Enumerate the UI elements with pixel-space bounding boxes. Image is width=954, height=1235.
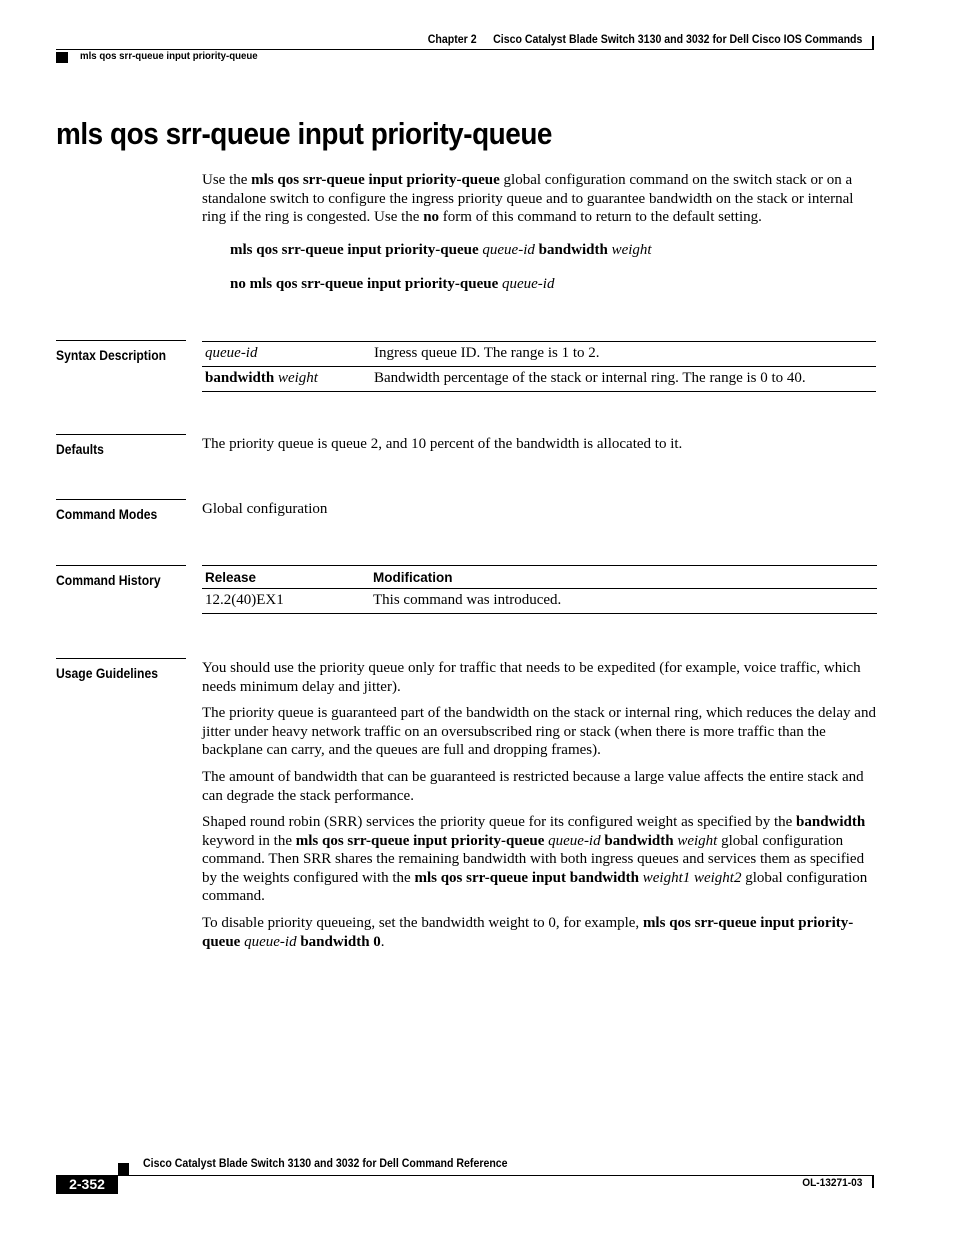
- table-row: 12.2(40)EX1 This command was introduced.: [202, 589, 877, 614]
- usage-paragraph-1: You should use the priority queue only for traffic that needs to be expedited (for example, voice traffic, which needs minimum delay and jitter).: [202, 660, 861, 695]
- usage-paragraph-3: The amount of bandwidth that can be guaranteed is restricted because a large value affects the entire stack and can degrade the stack performance.: [202, 769, 864, 804]
- defaults-label: Defaults: [56, 434, 186, 457]
- usage-guidelines-label: Usage Guidelines: [56, 658, 186, 681]
- footer-vertical-bar: [872, 1176, 874, 1188]
- table-row: bandwidth weight Bandwidth percentage of the stack or internal ring. The range is 0 to 40.: [202, 367, 876, 392]
- table-header-row: Release Modification: [202, 566, 877, 589]
- syntax-line-1: mls qos srr-queue input priority-queue queue-id bandwidth weight: [230, 242, 652, 258]
- syntax-line-2: no mls qos srr-queue input priority-queue queue-id: [230, 276, 555, 292]
- command-modes-text: Global configuration: [202, 501, 328, 517]
- usage-paragraph-5: To disable priority queueing, set the bandwidth weight to 0, for example, mls qos srr-queue input priority-queue queue-id bandwidth 0.: [202, 915, 854, 950]
- syntax-description-table: [202, 341, 876, 392]
- footer-marker: [118, 1163, 129, 1175]
- command-modes-label: Command Modes: [56, 499, 186, 522]
- usage-paragraph-4: Shaped round robin (SRR) services the priority queue for its configured weight as specified by the bandwidth keyword in the mls qos srr-queue input priority-queue queue-id bandwidth weight global configuration command. Then SRR shares the remaining bandwidth with both ingress queues and services them as specified by the weights configured with the mls qos srr-queue input bandwidth weight1 weight2 global configuration command.: [202, 814, 868, 904]
- running-header: [427, 34, 862, 46]
- command-history-table: [202, 565, 877, 614]
- document-id: OL-13271-03: [801, 1177, 862, 1189]
- header-marker: [56, 52, 68, 63]
- chapter-label: Chapter 2: [427, 34, 477, 46]
- table-row: queue-id Ingress queue ID. The range is 1 to 2.: [202, 342, 876, 367]
- footer-rule: [118, 1175, 874, 1176]
- header-vertical-bar: [872, 36, 874, 50]
- command-history-label: Command History: [56, 565, 186, 588]
- usage-paragraph-2: The priority queue is guaranteed part of the bandwidth on the stack or internal ring, which reduces the delay and jitter under heavy network traffic on an oversubscribed ring or stack (when there is more traffic than the backplane can carry, and the queues are full and dropping frames).: [202, 705, 876, 758]
- page-title: mls qos srr-queue input priority-queue: [56, 116, 552, 151]
- footer-book-title: Cisco Catalyst Blade Switch 3130 and 3032 for Dell Command Reference: [143, 1158, 508, 1170]
- page-number: 2-352: [56, 1175, 118, 1194]
- syntax-description-label: Syntax Description: [56, 340, 186, 363]
- intro-paragraph: Use the mls qos srr-queue input priority-queue global configuration command on the switch stack or on a standalone switch to configure the ingress priority queue and to guarantee bandwidth on the stack or internal ring if the ring is congested. Use the no form of this command to return to the default setting.: [202, 172, 854, 225]
- defaults-text: The priority queue is queue 2, and 10 percent of the bandwidth is allocated to it.: [202, 436, 683, 452]
- running-section-title: mls qos srr-queue input priority-queue: [80, 50, 258, 62]
- book-title: Cisco Catalyst Blade Switch 3130 and 3032 for Dell Cisco IOS Commands: [492, 34, 862, 46]
